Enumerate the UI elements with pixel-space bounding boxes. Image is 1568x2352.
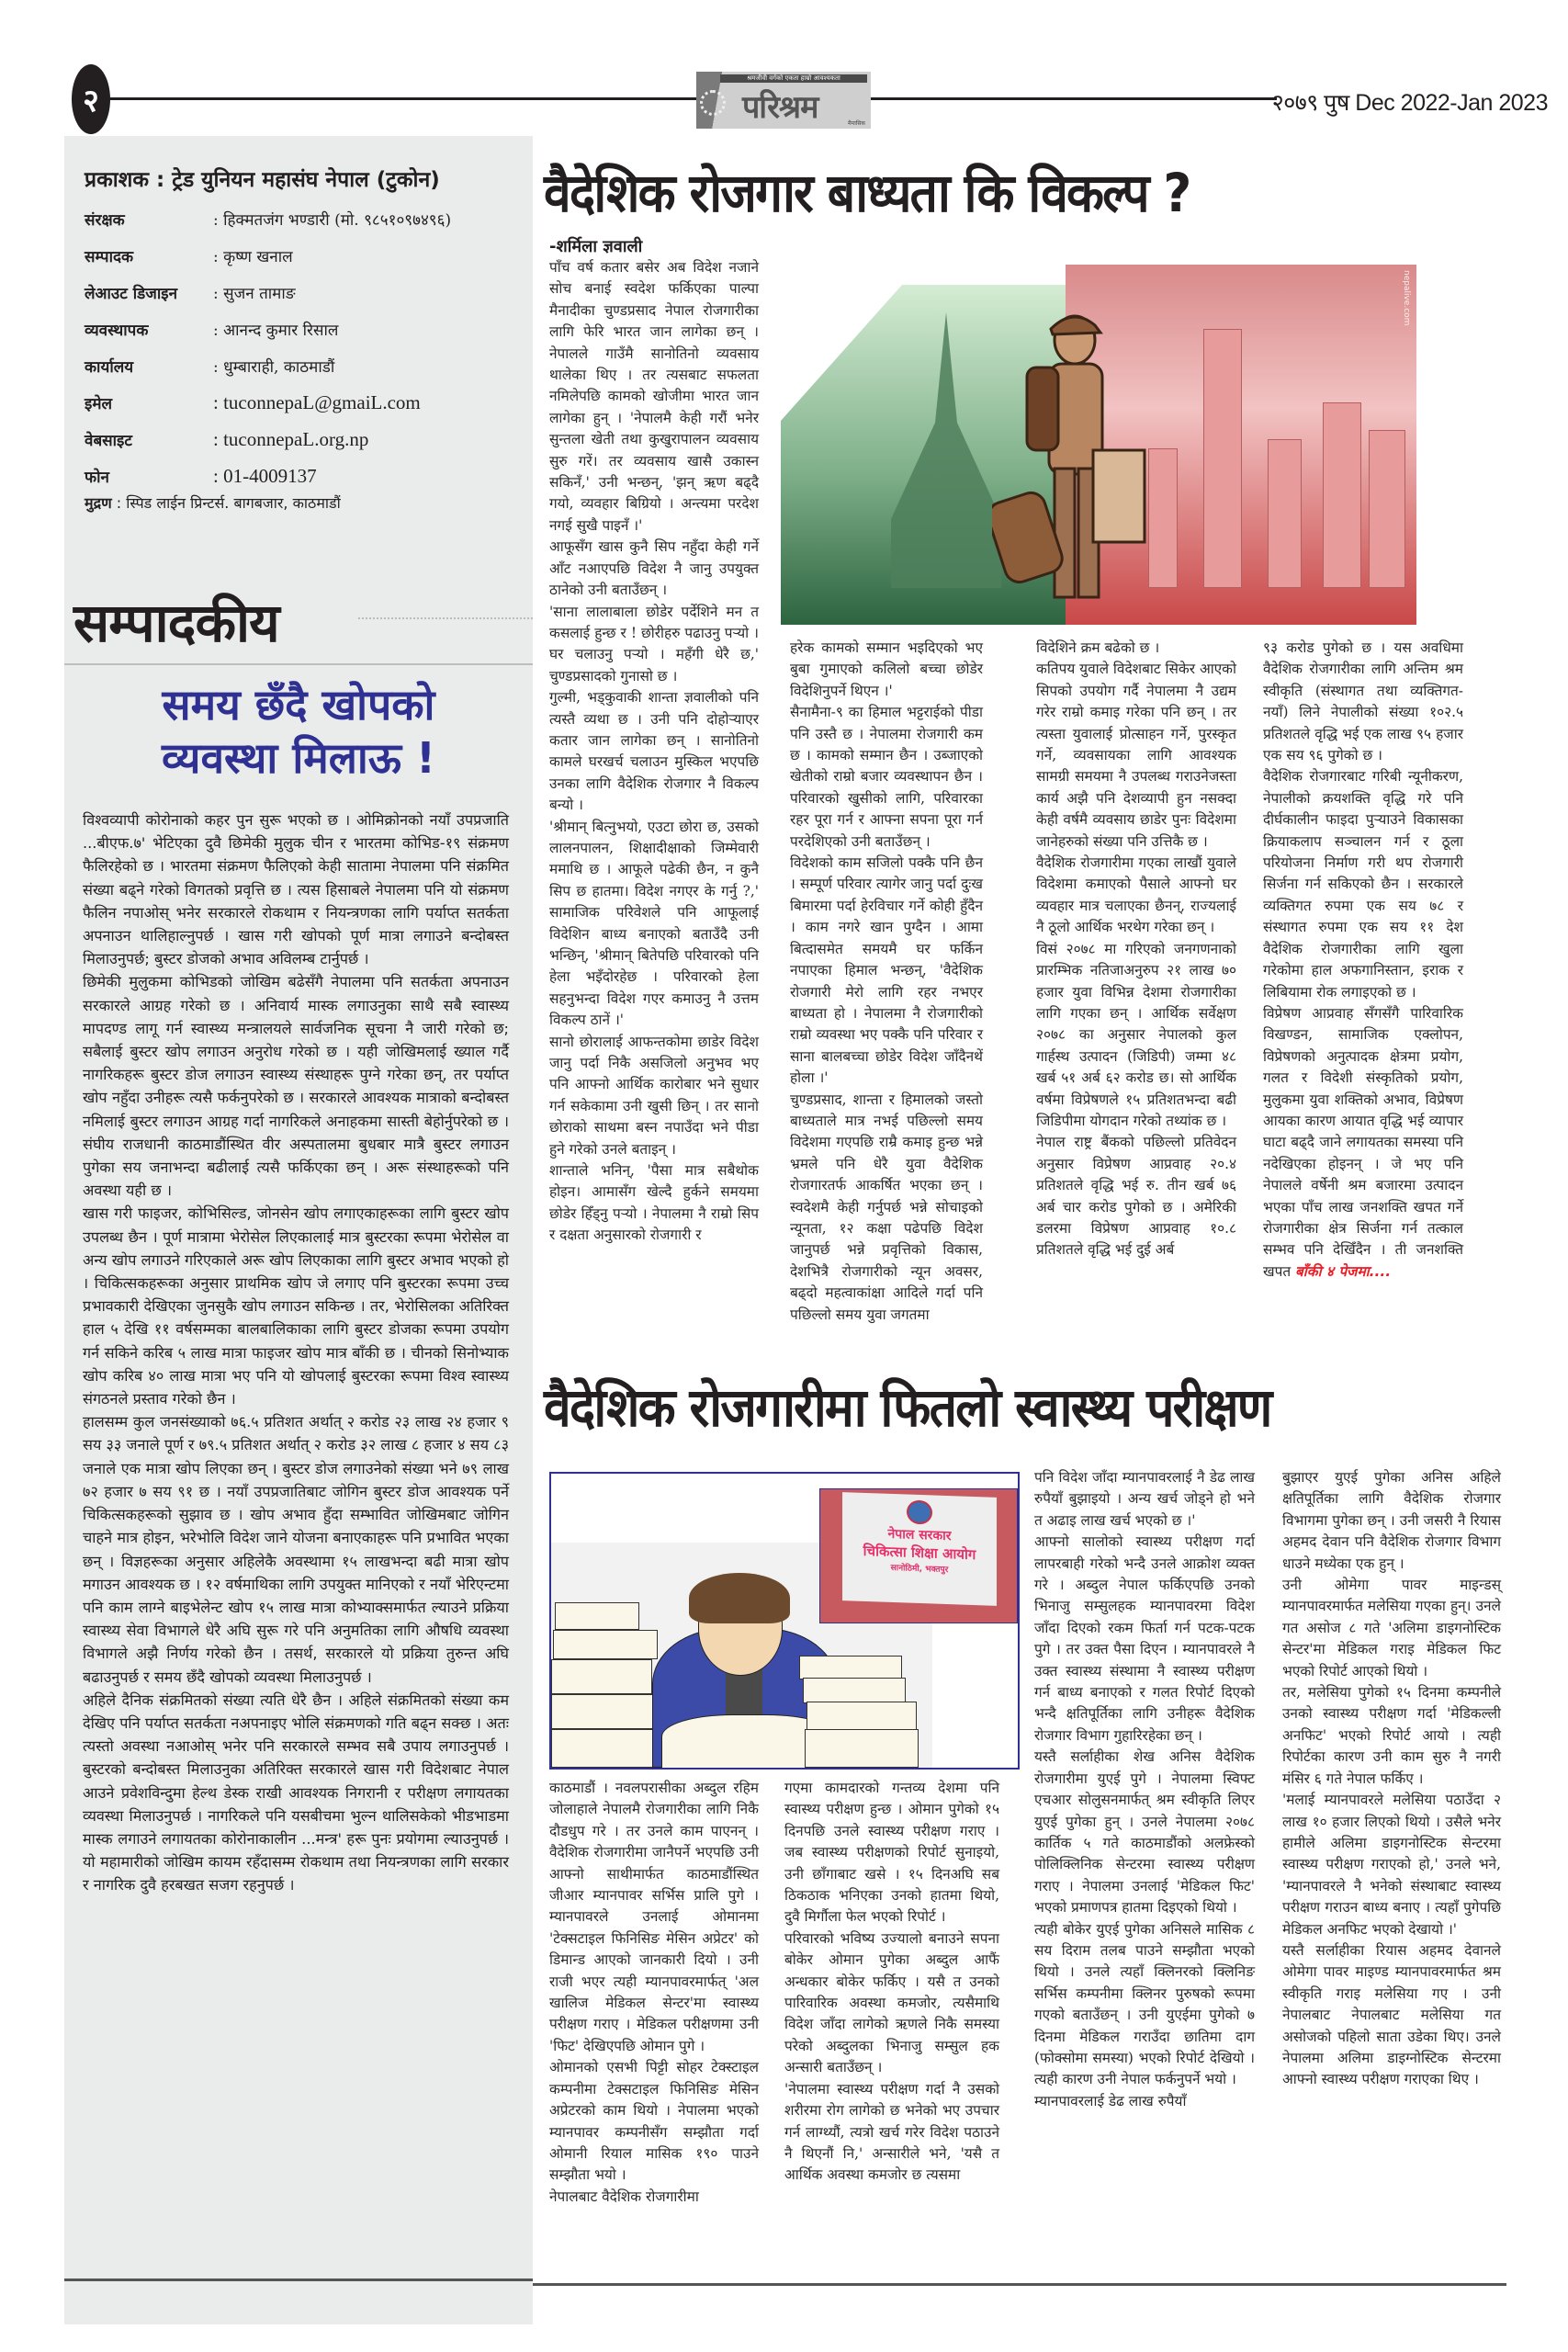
editorial-paragraph: विश्वव्यापी कोरोनाको कहर पुन सुरू भएको छ । ओमिक्रोनको नयाँ उपप्रजाति ...बीएफ.७' भेटिएका दुवै छिमेकी मुलुक चीन र भारतमा कोभिड-१९ संक्रमण फैलिरहेको छ । भारतमा संक्रमण फैलिएको केही सातामा नेपालमा पनि संक्रमित संख्या बढ्ने गरेको विगतको प्रवृत्ति छ । त्यस हिसाबले नेपालमा पनि यो संक्रमण फैलिन नपाओस् भनेर सरकारले रोकथाम र नियन्त्रणका लागि पर्याप्त सतर्कता अपनाउन थालिहाल्नुपर्छ । खास गरी खोपको पूर्ण मात्रा लगाउने बन्दोबस्त मिलाउनुपर्छ; बुस्टर डोजको अभाव अविलम्ब टार्नुपर्छ । [83,811,509,968]
article-paragraph: उनी ओमेगा पावर माइन्डस् म्यानपावरमार्फत मलेसिया गएका हुन्। उनले गत असोज ८ गते 'अलिमा डाइगनोस्टिक सेन्टर'मा मेडिकल गराइ मेडिकल फिट भएको रिपोर्ट आएको थियो । [1282,1577,1501,1679]
email-link[interactable]: : tuconnepaL@gmaiL.com [213,390,421,413]
article-paragraph: सैनामैना-९ का हिमाल भट्टराईको पीडा पनि उस्तै छ । नेपालमा रोजगारी कम छ । कामको सम्मान छैन । उब्जाएको खेतीको राम्रो बजार व्यवस्थापन छैन । परिवारको खुसीको लागि, परिवारका रहर पूरा गर्न र आफ्ना सपना पूरा गर्न परदेशिएको उनी बताउँछन् । [790,704,983,850]
article-paragraph: आफ्नो सालोको स्वास्थ्य परीक्षण गर्दा लापरबाही गरेको भन्दै उनले आक्रोश व्यक्त गरे । अब्दुल नेपाल फर्किएपछि उनको भिनाजु सम्सुलहक म्यानपावरमा विदेश जाँदा दिएको रकम फिर्ता गर्न पटक-पटक पुगे । तर उक्त पैसा दिएन । म्यानपावरले नै उक्त स्वास्थ्य संस्थामा नै स्वास्थ्य परीक्षण गर्न बाध्य बनाएको र गलत रिपोर्ट दिएको भन्दै क्षतिपूर्तिका लागि उनीहरू वैदेशिक रोजगार विभाग गुहारिरहेका छन् । [1034,1533,1255,1744]
impressum-value: : कृष्ण खनाल [213,247,293,266]
header-rule-left [108,97,698,100]
article-paragraph: विसं २०७८ मा गरिएको जनगणनाको प्रारम्भिक नतिजाअनुरुप २१ लाख ७० हजार युवा विभिन्न देशमा रोजगारीका लागि गएका छन् । आर्थिक सर्वेक्षण २०७८ का अनुसार नेपालको कुल गार्हस्थ उत्पादन (जिडिपी) जम्मा ४८ खर्ब ५१ अर्ब ६२ करोड छ। सो आर्थिक वर्षमा विप्रेषणले १५ प्रतिशतभन्दा बढी जिडिपीमा योगदान गरेको तथ्यांक छ । [1036,940,1236,1129]
editorial-headline-line1: समय छँदै खोपको [162,680,435,729]
printer-line [85,492,525,513]
impressum-key: संरक्षक [85,210,125,230]
impressum-key: वेबसाइट [85,431,132,450]
stressed-student-illustration [549,1472,1020,1770]
publisher-label: प्रकाशक [85,168,150,192]
masthead-subtitle: मैमासिक [848,120,865,127]
issue-date: २०७९ पुष Dec 2022-Jan 2023 [1271,90,1548,116]
impressum-row-editor [85,237,525,274]
book-stack-icon [805,1729,919,1768]
traveler-figure [992,303,1148,616]
impressum-key: लेआउट डिजाइन [85,284,177,303]
book-stack-icon [551,1694,656,1729]
signboard [842,1492,997,1606]
article-paragraph: यस्तै सर्लाहीका रियास अहमद देवानले ओमेगा पावर माइण्ड म्यानपावरमार्फत श्रम स्वीकृति गराइ मलेसिया गए । उनी नेपालबाट नेपालबाट मलेसिया गत असोजको पहिलो साता उडेका थिए। उनले नेपालमा अलिमा डाइग्नोस्टिक सेन्टरमा आफ्नो स्वास्थ्य परीक्षण गराएका थिए । [1282,1941,1501,2088]
article-paragraph: पाँच वर्ष कतार बसेर अब विदेश नजाने सोच बनाई स्वदेश फर्किएका पाल्पा मैनादीका चुण्डप्रसाद नेपाल रोजगारीका लागि फेरि भारत जान लागेका छन् । नेपालले गाउँमै सानोतिनो व्यवसाय थालेका थिए । तर त्यसबाट सफलता नमिलेपछि कामको खोजीमा भारत जान लागेका हुन् । 'नेपालमै केही गरौं भनेर सुन्तला खेती तथा कुखुरापालन व्यवसाय सुरु गरें। तर व्यवसाय खासै उकास्न सकिनँ,' उनी भन्छन्, 'झन् ऋण बढ्दै गयो, व्यवहार बिग्रियो । अन्त्यमा परदेश नगई सुखै पाइनँ ।' [549,259,759,534]
publisher-name: ट्रेड युनियन महासंघ नेपाल (टुकोन) [172,168,440,192]
medical-commission-signboard-photo [819,1488,1018,1623]
skyscraper [1203,329,1242,588]
article-paragraph: विदेशको काम सजिलो पक्कै पनि छैन । सम्पूर्ण परिवार त्यागेर जानु पर्दा दुःख बिमारमा पर्दा हेरविचार गर्ने कोही हुँदैन । काम नगरे खान पुग्दैन । आमा बित्दासमेत समयमै घर फर्किन नपाएका हिमाल भन्छन्, 'वैदेशिक रोजगारी मेरो लागि रहर नभएर बाध्यता हो । नेपालमा नै रोजगारीको राम्रो व्यवस्था भए पक्कै पनि परिवार र साना बालबच्चा छोडेर विदेश जाँदैनथें होला ।' [790,854,983,1087]
article-text: विप्रेषण आप्रवाह सँगसँगै पारिवारिक विखण्डन, सामाजिक एक्लोपन, विप्रेषणको अनुत्पादक क्षेत्रमा प्रयोग, गलत र विदेशी संस्कृतिको प्रयोग, मुलुकमा युवा शक्तिको अभाव, विप्रेषण आयका कारण आयात वृद्धि भई व्यापार घाटा बढ्दै जाने लगायतका समस्या पनि नदेखिएका होइनन् । जे भए पनि नेपालले वर्षेनी श्रम बजारमा उत्पादन भएका पाँच लाख जनशक्ति खपत गर्ने रोजगारीका क्षेत्र सिर्जना गर्न तत्काल सम्भव पनि देखिँदैन । ती जनशक्ति खपत [1263,1004,1463,1280]
article-paragraph: तर, मलेसिया पुगेको १५ दिनमा कम्पनीले उनको स्वास्थ्य परीक्षण गर्दा 'मेडिकल्ली अनफिट' भएको रिपोर्ट आयो । त्यही रिपोर्टका कारण उनी काम सुरु नै नगरी मंसिर ६ गते नेपाल फर्किए । [1282,1684,1501,1787]
editorial-headline-line2: व्यवस्था मिलाऊ ! [162,733,435,783]
article2-column-3 [1034,1467,1255,2112]
header-rule-right [871,97,1277,100]
article2-headline: वैदेशिक रोजगारीमा फितलो स्वास्थ्य परीक्षण [544,1376,1271,1439]
phone-number: : 01-4009137 [213,464,317,487]
impressum-key: कार्यालय [85,357,134,377]
dotted-divider [358,617,533,619]
article-paragraph: बुझाएर युएई पुगेका अनिस अहिले क्षतिपूर्तिका लागि वैदेशिक रोजगार विभागमा पुगेका छन् । उनी जसरी नै रियास अहमद देवान पनि वैदेशिक रोजगार विभाग धाउने मध्येका एक हुन् । [1282,1469,1501,1572]
impressum-row-manager [85,311,525,347]
article-paragraph: गएमा कामदारको गन्तव्य देशमा पनि स्वास्थ्य परीक्षण हुन्छ । ओमान पुगेको १५ दिनपछि उनले स्वास्थ्य परीक्षण गराए । जब स्वास्थ्य परीक्षणको रिपोर्ट सुनाइयो, उनी छाँगाबाट खसे । १५ दिनअघि सब ठिकठाक भनिएका उनको हातमा थियो, दुवै मिर्गौला फेल भएको रिपोर्ट । [784,1780,999,1926]
impressum-value: : धुम्बाराही, काठमाडौं [213,357,335,377]
impressum-key: इमेल [85,394,113,413]
impressum-row-email [85,384,525,421]
article-paragraph: काठमाडौं । नवलपरासीका अब्दुल रहिम जोलाहाले नेपालमै रोजगारीका लागि निकै दौडधुप गरे । तर उनले काम पाएनन् । वैदेशिक रोजगारीमा जानैपर्ने भएपछि उनी आफ्नो साथीमार्फत काठमाडौंस्थित जीआर म्यानपावर सर्भिस प्रालि पुगे । म्यानपावरले उनलाई ओमानमा 'टेक्सटाइल फिनिसिङ मेसिन अप्रेटर' को डिमान्ड आएको जानकारी दियो । उनी राजी भएर त्यही म्यानपावरमार्फत् 'अल खालिज मेडिकल सेन्टर'मा स्वास्थ्य परीक्षण गराए । मेडिकल परीक्षणमा उनी 'फिट' देखिएपछि ओमान पुगे । [549,1780,759,2054]
article2-column-4 [1282,1467,1501,2091]
article2-column-2 [784,1778,999,2187]
book-stack-icon [551,1729,654,1768]
masthead-logo [696,72,871,129]
impressum-value: : आनन्द कुमार रिसाल [213,321,339,340]
article-paragraph: म्यानपावरलाई डेढ लाख रुपैयाँ [1034,2092,1187,2109]
nepal-emblem-icon [907,1500,932,1525]
article-paragraph: त्यही बोकेर युएई पुगेका अनिसले मासिक ८ सय दिराम तलब पाउने सम्झौता भएको थियो । उनले त्यहाँ क्लिनरको क्लिनिङ सर्भिस कम्पनीमा क्लिनर पुरुषको रूपमा गएको बताउँछन् । उनी युएईमा पुगेको ७ दिनमा मेडिकल गराउँदा छातिमा दाग (फोक्सोमा समस्या) भएको रिपोर्ट देखियो । त्यही कारण उनी नेपाल फर्कनुपर्ने भयो । [1034,1920,1255,2088]
page-bottom-rule [533,2283,1506,2286]
article-paragraph [1263,1003,1463,1283]
publisher-line [85,164,525,193]
impressum-row-website [85,421,525,458]
page-number-badge: २ [72,64,110,134]
student-hair [689,1573,790,1623]
book-stack-icon [807,1702,917,1731]
article-paragraph: 'श्रीमान् बित्नुभयो, एउटा छोरा छ, उसको लालनपालन, शिक्षादीक्षाको जिम्मेवारी ममाथि छ । आफूले पढेकी छैन, न कुनै सिप छ हातमा। विदेश नगएर के गर्नु ?,' सामाजिक परिवेशले पनि आफूलाई विदेशिन बाध्य बनाएको बताउँदै उनी भन्छिन्, 'श्रीमान् बितेपछि परिवारको पनि हेला भइँदोरहेछ । परिवारको हेला सहनुभन्दा विदेश गएर कमाउनु नै उत्तम विकल्प ठानें ।' [549,818,759,1029]
book-stack-icon [551,1659,652,1694]
article-paragraph: गुल्मी, भड्कुवाकी शान्ता ज्ञवालीको पनि त्यस्तै व्यथा छ । उनी पनि दोहोर्‍याएर कतार जान लागेका छन् । सानोतिनो कामले घरखर्च चलाउन मुस्किल भएपछि उनका लागि वैदेशिक रोजगार नै विकल्प बन्यो । [549,689,759,814]
article-paragraph: विदेशिने क्रम बढेको छ । [1036,639,1160,656]
impressum-key: व्यवस्थापक [85,321,149,340]
article-paragraph: ओमानको एसभी पिट्टी सोहर टेक्स्टाइल कम्पनीमा टेक्सटाइल फिनिसिङ मेसिन अप्रेटरको काम थियो । नेपालमा भएको म्यानपावर कम्पनीसँग सम्झौता गर्दा ओमानी रियाल मासिक १९० पाउने सम्झौता भयो । [549,2059,759,2184]
skyscraper [1323,402,1361,588]
article-paragraph: वैदेशिक रोजगारीमा गएका लाखौं युवाले विदेशमा कमाएको पैसाले आफ्नो घर व्यवहार मात्र चलाएका छैनन्, राज्यलाई नै ठूलो आर्थिक भरथेग गरेका छन् । [1036,854,1236,936]
image-credit: nepalive.com [1402,270,1411,326]
article-paragraph: पनि विदेश जाँदा म्यानपावरलाई नै डेढ लाख रुपैयाँ बुझाइयो । अन्य खर्च जोड्ने हो भने त अढाइ लाख खर्च भएको छ ।' [1034,1469,1255,1529]
article-paragraph: नेपालबाट वैदेशिक रोजगारीमा [549,2188,699,2205]
editorial-paragraph: हालसम्म कुल जनसंख्याको ७६.५ प्रतिशत अर्थात् २ करोड २३ लाख २४ हजार ९ सय ३३ जनाले पूर्ण र ७९.५ प्रतिशत अर्थात् २ करोड ३२ लाख ८ हजार ४ सय ८३ जनाले एक मात्रा खोप लिएका छन् । बुस्टर डोज लगाउनेको संख्या भने ७९ लाख ७२ हजार ७ सय ९१ छ । नयाँ उपप्रजातिबाट जोगिन बुस्टर डोज आवश्यक पर्ने चिकित्सकहरूको सुझाव छ । खोप अभाव हुँदा सम्भावित जोखिमबाट जोगिन चाहने मात्र होइन, भरेभोलि विदेश जाने योजना बनाएकाहरू पनि प्रभावित भएका छन् । विज्ञहरूका अनुसार अहिलेकै अवस्थामा १५ लाखभन्दा बढी मात्रा खोप मगाउन आवश्यक छ । १२ वर्षमाथिका लागि उपयुक्त मानिएको र नयाँ भेरिएन्टमा पनि काम लाग्ने बाइभेलेन्ट खोप १५ लाख मात्रा कोभ्याक्समार्फत ल्याउने प्रक्रिया स्वास्थ्य सेवा विभागले धेरै अघि सुरू गरे पनि अनुमतिका लागि औषधि व्यवस्था विभागले अझै निर्णय गरेको छैन । तसर्थ, सरकारले यो प्रक्रिया तुरुन्त अघि बढाउनुपर्छ र समय छँदै खोपको व्यवस्था मिलाउनुपर्छ । [83,1413,509,1686]
article-paragraph: कतिपय युवाले विदेशबाट सिकेर आएको सिपको उपयोग गर्दै नेपालमा नै उद्यम गरेर राम्रो कमाइ गरेका पनि छन् । तर त्यस्ता युवालाई प्रोत्साहन गर्ने, पुरस्कृत गर्ने, व्यवसायका लागि आवश्यक सामग्री समयमा नै उपलब्ध गराउनेजस्ता कार्य अझै पनि देशव्यापी हुन नसक्दा केही वर्षमै व्यवसाय छाडेर पुनः विदेशमा जानेहरुको संख्या पनि उत्तिकै छ । [1036,661,1236,850]
editorial-paragraph: छिमेकी मुलुकमा कोभिडको जोखिम बढेसँगै नेपालमा पनि सतर्कता अपनाउन सरकारले आग्रह गरेको छ । अनिवार्य मास्क लगाउनुका साथै सबै स्वास्थ्य मापदण्ड लागू गर्न स्वास्थ्य मन्त्रालयले सार्वजनिक सूचना नै जारी गरेको छ; सबैलाई बुस्टर खोप लगाउन अनुरोध गरेको छ । यही जोखिमलाई ख्याल गर्दै नागरिकहरू बुस्टर डोज लगाउन स्वास्थ्य संस्थाहरू पुग्ने गरेका छन्, तर पर्याप्त खोप नहुँदा उनीहरू त्यसै फर्कनुपरेको छ । सरकारले आवश्यक मात्राको बन्दोबस्त नमिलाई बुस्टर लगाउन आग्रह गर्दा नागरिकले अनाहकमा सास्ती बेहोर्नुपरेको छ । संघीय राजधानी काठमाडौंस्थित वीर अस्पतालमा बुधबार मात्रै बुस्टर लगाउन पुगेका सय जनाभन्दा बढीलाई त्यसै फर्किएका छन् । अरू संस्थाहरूको पनि अवस्था यही छ । [83,973,509,1200]
book-stack-icon [555,1602,639,1630]
website-link[interactable]: : tuconnepaL.org.np [213,427,369,450]
impressum-box [85,164,525,513]
article-paragraph: वैदेशिक रोजगारबाट गरिबी न्यूनीकरण, नेपालीको क्रयशक्ति वृद्धि गरे पनि दीर्घकालीन फाइदा पुर्‍याउने विकासका क्रियाकलाप सञ्चालन गर्न र ठूला परियोजना निर्माण गरी थप रोजगारी सिर्जना गर्न सकिएको छैन । सरकारले व्यक्तिगत रुपमा एक सय ७८ र संस्थागत रुपमा एक सय ११ देश वैदेशिक रोजगारीका लागि खुला गरेकोमा हाल अफगानिस्तान, इराक र लिबियामा रोक लगाइएको छ । [1263,768,1463,1001]
skyscraper [1369,430,1405,588]
printer-value: : स्पिड लाईन प्रिन्टर्स. बागबजार, काठमाडौं [116,494,341,512]
sign-line-3: सानोठिमी, भक्तपुर [890,1563,949,1576]
sign-line-2: चिकित्सा शिक्षा आयोग [863,1542,976,1564]
printer-label: मुद्रण [85,494,112,512]
article1-column-2 [790,638,983,1326]
skyscraper [1148,448,1178,588]
gear-emblem-icon [700,90,726,116]
article-paragraph: ९३ करोड पुगेको छ । यस अवधिमा वैदेशिक रोजगारीका लागि अन्तिम श्रम स्वीकृति (संस्थागत तथा व्यक्तिगत-नयाँ) लिने नेपालीको संख्या १०२.५ प्रतिशतले वृद्धि भई एक लाख ९५ हजार एक सय ९६ पुगेको छ । [1263,639,1463,764]
article1-column-1 [549,257,759,1247]
masthead-title: परिश्रम [742,89,818,126]
article-paragraph: यस्तै सर्लाहीका शेख अनिस वैदेशिक रोजगारीमा युएई पुगे । नेपालमा स्विफ्ट एचआर सोलुसनमार्फत् श्रम स्वीकृति लिएर युएई पुगेका हुन् । उनले नेपालमा २०७८ कार्तिक ५ गते काठमाडौंको अलफ्रेस्को पोलिक्लिनिक सेन्टरमा स्वास्थ्य परीक्षण गराए । नेपालमा उनलाई 'मेडिकल फिट' भएको प्रमाणपत्र हातमा दिइएको थियो । [1034,1748,1255,1917]
article1-headline: वैदेशिक रोजगार बाध्यता कि विकल्प ? [544,162,1190,224]
masthead-tagline: श्रमजीवी वर्गको एकता हाम्रो आवश्यकता [720,74,867,83]
article-paragraph: हरेक कामको सम्मान भइदिएको भए बुबा गुमाएको कलिलो बच्चा छोडेर विदेशिनुपर्ने थिएन ।' [790,639,983,699]
article-paragraph: सानो छोरालाई आफन्तकोमा छाडेर विदेश जानु पर्दा निकै असजिलो अनुभव भए पनि आफ्नो आर्थिक कारोबार भने सुधार गर्न सकेकामा उनी खुसी छिन् । तर सानो छोराको साथमा बस्न नपाउँदा भने पीडा हुने गरेको उनले बताइन् । [549,1033,759,1158]
article2-column-1 [549,1778,759,2208]
skyscraper [1268,439,1302,588]
editorial-section-title: सम्पादकीय [73,592,279,654]
editorial-paragraph: खास गरी फाइजर, कोभिसिल्ड, जोनसेन खोप लगाएकाहरूका लागि बुस्टर खोप उपलब्ध छैन । पूर्ण मात्रामा भेरोसेल लिएकालाई मात्र बुस्टरका रूपमा भेरोसेल वा अन्य खोप लगाउने गरिएकाले अरू खोप लिएकाका लागि बुस्टर अभाव भएको हो । चिकित्सकहरूका अनुसार प्राथमिक खोप जे लगाए पनि बुस्टरका रूपमा उच्च प्रभावकारी देखिएका जुनसुकै खोप लगाउन सकिन्छ । तर, भेरोसिलका अतिरिक्त हाल ५ देखि ११ वर्षसम्मका बालबालिकाका लागि बुस्टर डोजका रूपमा उपयोग गर्न सकिने करिब ५ लाख मात्रा फाइजर खोप मात्र बाँकी छ । चीनको सिनोभ्याक खोप करिब ४० लाख मात्रा भए पनि यो खोपलाई बुस्टरका रूपमा विश्व स्वास्थ्य संगठनले प्रस्ताव गरेको छैन । [83,1204,509,1408]
migrant-worker-illustration [781,239,1497,625]
article1-column-4 [1263,638,1463,1283]
continued-on-page-link[interactable]: बाँकी ४ पेजमा.... [1295,1262,1392,1280]
article1-column-3 [1036,638,1236,1261]
sidebar-bottom-rule [64,2278,533,2281]
editorial-rule [64,663,533,665]
impressum-value: : हिक्मतजंग भण्डारी (मो. ९८५१०९७४९६) [213,210,452,230]
article-paragraph: परिवारको भविष्य उज्यालो बनाउने सपना बोकेर ओमान पुगेका अब्दुल आफैं अन्धकार बोकेर फर्किए । यसै त उनको पारिवारिक अवस्था कमजोर, त्यसैमाथि विदेश जाँदा लागेको ऋणले निकै समस्या परेको अब्दुलका भिनाजु सम्सुल हक अन्सारी बताउँछन् । [784,1929,999,2076]
book-stack-icon [803,1678,906,1703]
editorial-paragraph: अहिले दैनिक संक्रमितको संख्या त्यति धेरै छैन । अहिले संक्रमितको संख्या कम देखिए पनि पर्याप्त सतर्कता नअपनाइए भोलि संक्रमणको गति बढ्न सक्छ । अतः त्यस्तो अवस्था नआओस् भनेर पनि सरकारले सम्भव सबै उपाय लगाउनुपर्छ । बुस्टरको बन्दोबस्त मिलाउनुका अतिरिक्त सरकारले खास गरी विदेशबाट नेपाल आउने प्रवेशविन्दुमा हेल्थ डेस्क राखी आवश्यक निगरानी र परीक्षण लगायतका व्यवस्था मिलाउनुपर्छ । नागरिकले पनि यसबीचमा भुल्न थालिसकेको भीडभाडमा मास्क लगाउने लगायतका कोरोनाकालीन ...मन्त्र' हरू पुनः प्रयोगमा ल्याउनुपर्छ । यो महामारीको जोखिम कायम रहँदासम्म रोकथाम तथा नियन्त्रणका लागि सरकार र नागरिक दुवै हरबखत सजग रहनुपर्छ । [83,1690,509,1894]
article-paragraph: आफूसँग खास कुनै सिप नहुँदा केही गर्ने आँट नआएपछि विदेश नै जानु उपयुक्त ठानेको उनी बताउँछन् । [549,538,759,599]
editorial-body [83,808,509,1897]
publisher-sep: : [156,168,173,192]
article-paragraph: शान्ताले भनिन्, 'पैसा मात्र सबैथोक होइन। आमासँग खेल्दै हुर्कने समयमा छोडेर हिँड्नु पर्‍यो । नेपालमा नै राम्रो सिप र दक्षता अनुसारको रोजगारी र [549,1162,759,1244]
article-paragraph: 'नेपालमा स्वास्थ्य परीक्षण गर्दा नै उसको शरीरमा रोग लागेको छ भनेको भए उपचार गर्न लाग्थ्यौं, त्यत्रो खर्च गरेर विदेश पठाउने नै थिएनौं नि,' अन्सारीले भने, 'यसै त आर्थिक अवस्था कमजोर छ त्यसमा [784,2080,999,2184]
article-paragraph: चुण्डप्रसाद, शान्ता र हिमालको जस्तो बाध्यताले मात्र नभई पछिल्लो समय विदेशमा गएपछि राम्रै कमाइ हुन्छ भन्ने भ्रमले पनि धेरै युवा वैदेशिक रोजगारतर्फ आकर्षित भएका छन् । स्वदेशमै केही गर्नुपर्छ भन्ने सोचाइको न्यूनता, १२ कक्षा पढेपछि विदेश जानुपर्छ भन्ने प्रवृत्तिको विकास, देशभित्रै रोजगारीको न्यून अवसर, बढ्दो महत्वाकांक्षा आदिले गर्दा पनि पछिल्लो समय युवा जगतमा [790,1091,983,1323]
article-paragraph: 'मलाई म्यानपावरले मलेसिया पठाउँदा २ लाख १० हजार लिएको थियो । उसैले भनेर हामीले अलिमा डाइगनोस्टिक सेन्टरमा स्वास्थ्य परीक्षण गराएको हो,' उनले भने, 'म्यानपावरले नै भनेको संस्थाबाट स्वास्थ्य परीक्षण गराउन बाध्य बनाए । त्यहाँ पुगेपछि मेडिकल अनफिट भएको देखायो ।' [1282,1792,1501,1938]
impressum-row-patron [85,200,525,237]
impressum-row-office [85,347,525,384]
book-stack-icon [553,1630,658,1659]
article1-byline: -शर्मिला ज्ञवाली [549,237,643,256]
impressum-key: फोन [85,468,109,487]
impressum-row-layout [85,274,525,311]
impressum-value: : सुजन तामाङ [213,284,296,303]
sign-line-1: नेपाल सरकार [887,1526,952,1544]
editorial-headline [73,678,524,785]
impressum-key: सम्पादक [85,247,134,266]
article-paragraph: 'साना लालाबाला छोडेर पर्देशिने मन त कसलाई हुन्छ र ! छोरीहरु पढाउनु पर्‍यो । घर चलाउनु पर्‍यो । महँगी धेरै छ,' चुण्डप्रसादको गुनासो छ । [549,603,759,684]
book-stack-icon [799,1656,902,1679]
impressum-row-phone [85,458,525,494]
article-paragraph: नेपाल राष्ट्र बैंकको पछिल्लो प्रतिवेदन अनुसार विप्रेषण आप्रवाह २०.४ प्रतिशतले वृद्धि भई रु. तीन खर्ब ७६ अर्ब चार करोड पुगेको छ । अमेरिकी डलरमा विप्रेषण आप्रवाह १०.८ प्रतिशतले वृद्धि भई दुई अर्ब [1036,1134,1236,1259]
